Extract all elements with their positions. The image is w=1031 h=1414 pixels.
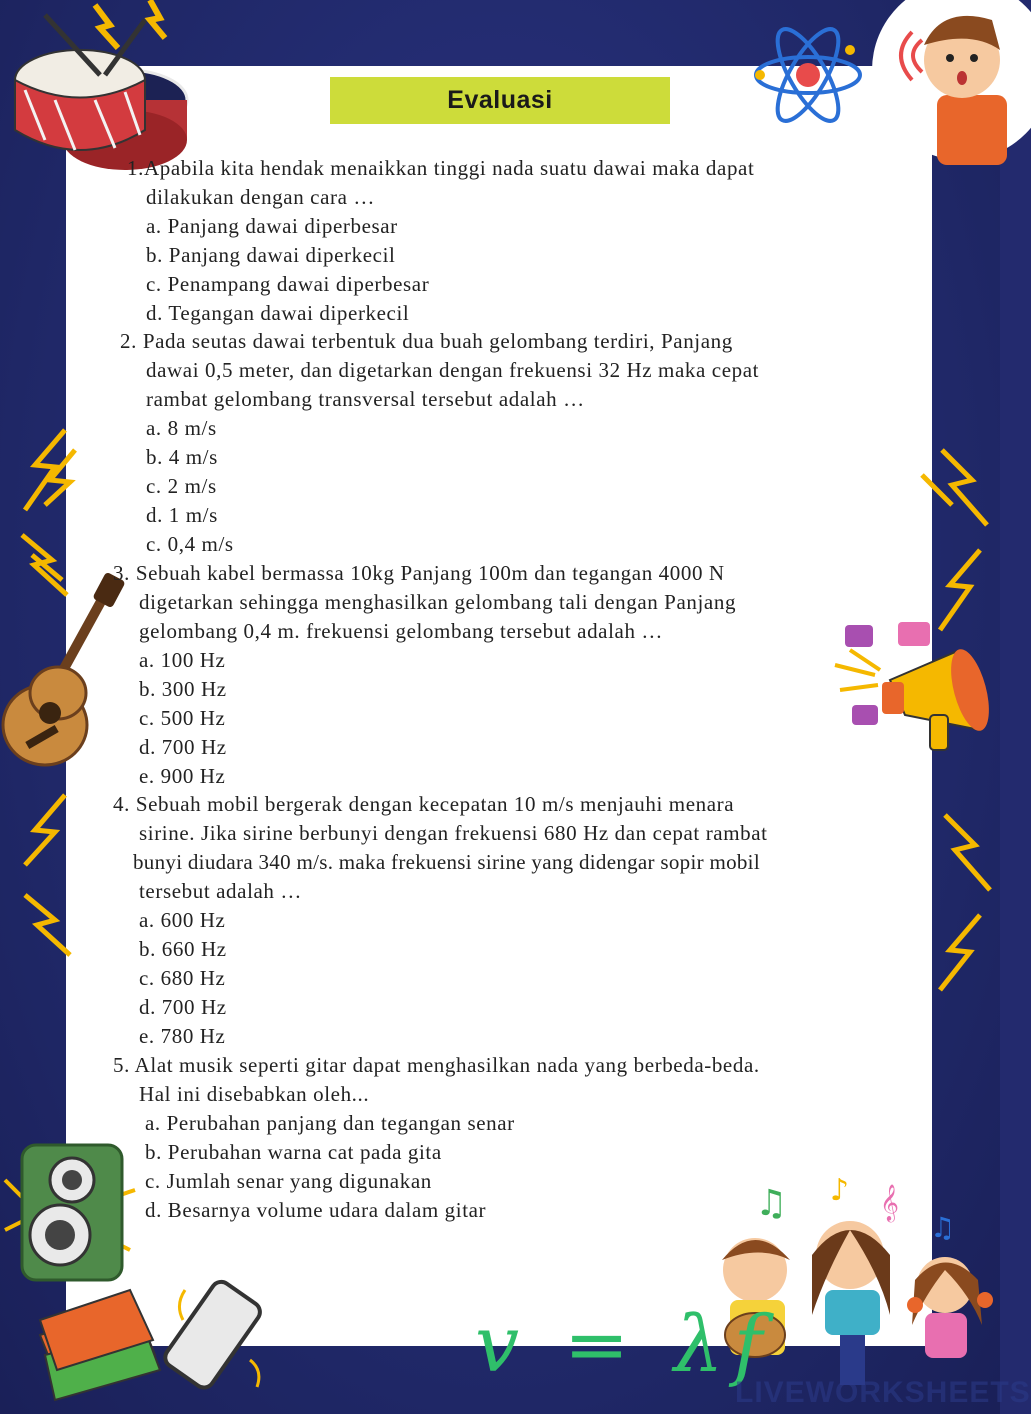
question-text	[127, 154, 754, 183]
answer-option[interactable]: e. 780 Hz	[139, 1024, 226, 1048]
question-line: Sebuah kabel bermassa 10kg Panjang 100m dan tegangan 4000 N	[135, 561, 725, 585]
lightning-icon	[930, 910, 995, 995]
question-number: 2.	[120, 329, 137, 353]
question-1	[127, 154, 754, 328]
question-line: Pada seutas dawai terbentuk dua buah gelombang terdiri, Panjang	[142, 329, 733, 353]
answer-option[interactable]: a. 8 m/s	[146, 416, 217, 440]
answer-option[interactable]: a. Perubahan panjang dan tegangan senar	[145, 1111, 515, 1135]
atom-icon	[750, 20, 870, 135]
lightning-icon	[912, 445, 992, 535]
answer-option[interactable]: c. 2 m/s	[146, 474, 217, 498]
child-listening-icon	[862, 0, 1000, 160]
question-line: Hal ini disebabkan oleh...	[139, 1082, 370, 1106]
question-line: digetarkan sehingga menghasilkan gelombang tali dengan Panjang	[139, 590, 737, 614]
question-number: 1.	[127, 156, 144, 180]
liveworksheets-watermark: LIVEWORKSHEETS	[735, 1376, 1031, 1409]
answer-option[interactable]: c. Penampang dawai diperbesar	[146, 272, 430, 296]
answer-option[interactable]: b. 4 m/s	[146, 445, 218, 469]
answer-option[interactable]: d. Besarnya volume udara dalam gitar	[145, 1198, 487, 1222]
answer-option[interactable]: c. 0,4 m/s	[146, 532, 234, 556]
question-text	[113, 1051, 760, 1080]
question-text	[113, 559, 736, 588]
lightning-icon	[915, 810, 995, 900]
lightning-icon	[15, 425, 90, 515]
question-line: bunyi diudara 340 m/s. maka frekuensi sirine yang didengar sopir mobil	[133, 850, 760, 874]
answer-option[interactable]: e. 900 Hz	[139, 764, 226, 788]
question-line: dilakukan dengan cara …	[146, 185, 375, 209]
question-line: rambat gelombang transversal tersebut adalah …	[146, 387, 585, 411]
question-line: gelombang 0,4 m. frekuensi gelombang tersebut adalah …	[139, 619, 664, 643]
lightning-icon	[15, 790, 90, 870]
answer-option[interactable]: c. 500 Hz	[139, 706, 226, 730]
guitar-icon	[0, 575, 125, 775]
answer-option[interactable]: d. 700 Hz	[139, 735, 227, 759]
svg-text:♪: ♪	[830, 1173, 850, 1208]
answer-option[interactable]: b. Panjang dawai diperkecil	[146, 243, 396, 267]
answer-option[interactable]: a. 600 Hz	[139, 908, 226, 932]
answer-option[interactable]: d. 1 m/s	[146, 503, 218, 527]
answer-option[interactable]: d. Tegangan dawai diperkecil	[146, 301, 410, 325]
svg-text:𝄞: 𝄞	[880, 1183, 899, 1221]
question-number: 4.	[113, 792, 130, 816]
drum-icon	[0, 0, 200, 165]
books-phone-icon	[35, 1275, 275, 1405]
page-title: Evaluasi	[447, 86, 553, 114]
wave-formula: v = λf	[475, 1300, 773, 1390]
answer-option[interactable]: a. Panjang dawai diperbesar	[146, 214, 398, 238]
question-5	[113, 1051, 760, 1225]
lightning-icon	[15, 885, 85, 965]
svg-text:♫: ♫	[930, 1211, 956, 1244]
title-banner	[330, 77, 670, 124]
question-line: Sebuah mobil bergerak dengan kecepatan 10 m/s menjauhi menara	[135, 792, 735, 816]
answer-option[interactable]: d. 700 Hz	[139, 995, 227, 1019]
question-number: 5.	[113, 1053, 130, 1077]
answer-option[interactable]: c. 680 Hz	[139, 966, 226, 990]
svg-text:♫: ♫	[755, 1183, 788, 1224]
question-line: tersebut adalah …	[139, 879, 302, 903]
answer-option[interactable]: c. Jumlah senar yang digunakan	[145, 1169, 432, 1193]
question-line: Apabila kita hendak menaikkan tinggi nada suatu dawai maka dapat	[143, 156, 755, 180]
megaphone-icon	[830, 620, 1000, 770]
answer-option[interactable]: b. Perubahan warna cat pada gita	[145, 1140, 442, 1164]
question-line: sirine. Jika sirine berbunyi dengan frekuensi 680 Hz dan cepat rambat	[139, 821, 768, 845]
question-number: 3.	[113, 561, 130, 585]
question-4	[113, 790, 768, 1051]
question-3	[113, 559, 736, 791]
question-line: dawai 0,5 meter, dan digetarkan dengan frekuensi 32 Hz maka cepat	[146, 358, 760, 382]
question-text	[113, 790, 768, 819]
question-line: Alat musik seperti gitar dapat menghasilkan nada yang berbeda-beda.	[134, 1053, 760, 1077]
question-2	[120, 327, 759, 559]
answer-option[interactable]: a. 100 Hz	[139, 648, 226, 672]
answer-option[interactable]: b. 300 Hz	[139, 677, 227, 701]
answer-option[interactable]: b. 660 Hz	[139, 937, 227, 961]
question-text	[120, 327, 759, 356]
